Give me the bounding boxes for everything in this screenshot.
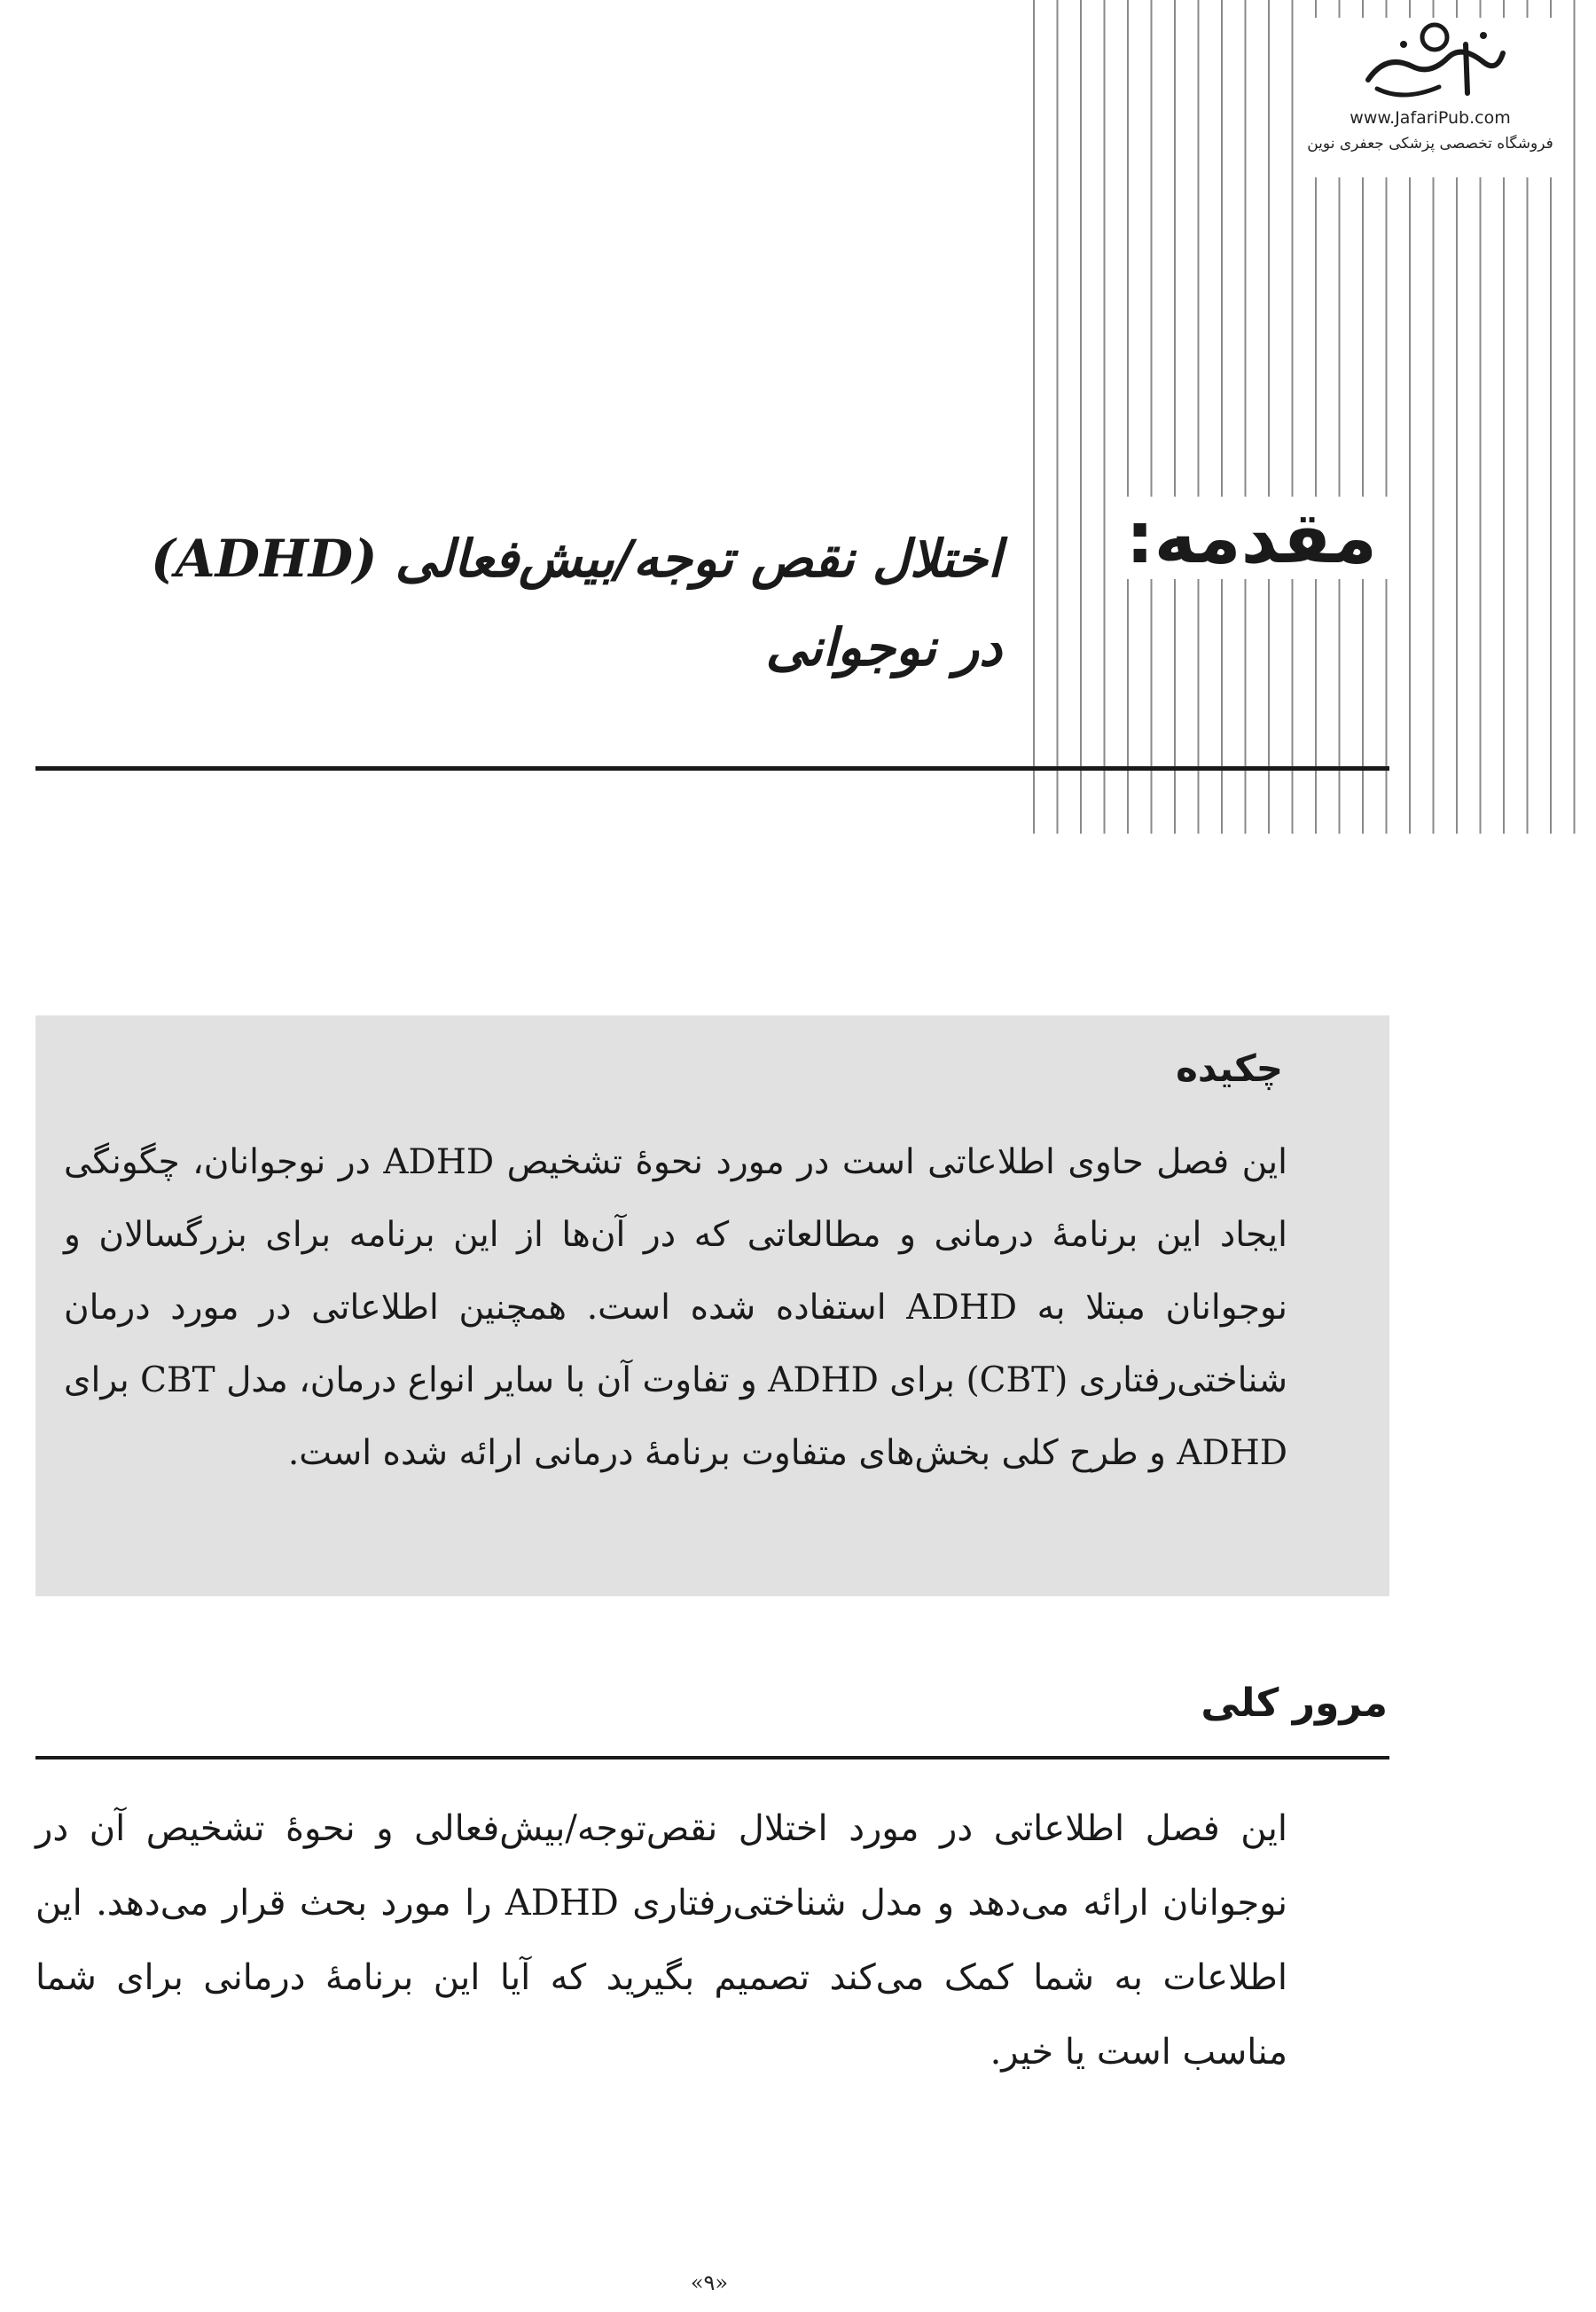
- overview-text: این فصل اطلاعاتی در مورد اختلال نقص‌توجه/بیش‌فعالی و نحوۀ تشخیص آن در نوجوانان ارائه می‌دهد و مدل شناختی‌رفتاری ADHD را مورد بحث قرار می‌دهد. این اطلاعات به شما کمک می‌کند تصمیم بگیرید که آیا این برنامۀ درمانی برای شما مناسب است یا خیر.: [35, 1808, 1287, 2073]
- chapter-title-line2: در نوجوانی: [765, 617, 1002, 678]
- publisher-caption: فروشگاه تخصصی پزشکی جعفری نوین: [1307, 135, 1553, 153]
- abstract-text: این فصل حاوی اطلاعاتی است در مورد نحوۀ تشخیص ADHD در نوجوانان، چگونگی ایجاد این برنامۀ درمانی و مطالعاتی که در آن‌ها از این برنامه برای بزرگسالان و نوجوانان مبتلا به ADHD استفاده شده است. همچنین اطلاعاتی در مورد درمان شناختی‌رفتاری (CBT) برای ADHD و تفاوت آن با سایر انواع درمان، مدل CBT برای ADHD و طرح کلی بخش‌های متفاوت برنامۀ درمانی ارائه شده است.: [64, 1142, 1287, 1473]
- publisher-logo: [1302, 18, 1559, 177]
- title-divider: [35, 766, 1389, 771]
- chapter-label: مقدمه:: [1114, 497, 1389, 579]
- publisher-url: www.JafariPub.com: [1350, 108, 1511, 128]
- calligraphy-logo-icon: [1350, 18, 1510, 106]
- page-number: «۹»: [690, 2270, 729, 2295]
- overview-heading: مرور کلی: [1201, 1681, 1388, 1726]
- chapter-title-line1: اختلال نقص توجه/بیش‌فعالی (ADHD): [151, 529, 1002, 589]
- abstract-heading: چکیده: [1176, 1046, 1283, 1090]
- chapter-title: [115, 514, 1002, 692]
- overview-divider: [35, 1756, 1389, 1759]
- abstract-box: [35, 1015, 1389, 1596]
